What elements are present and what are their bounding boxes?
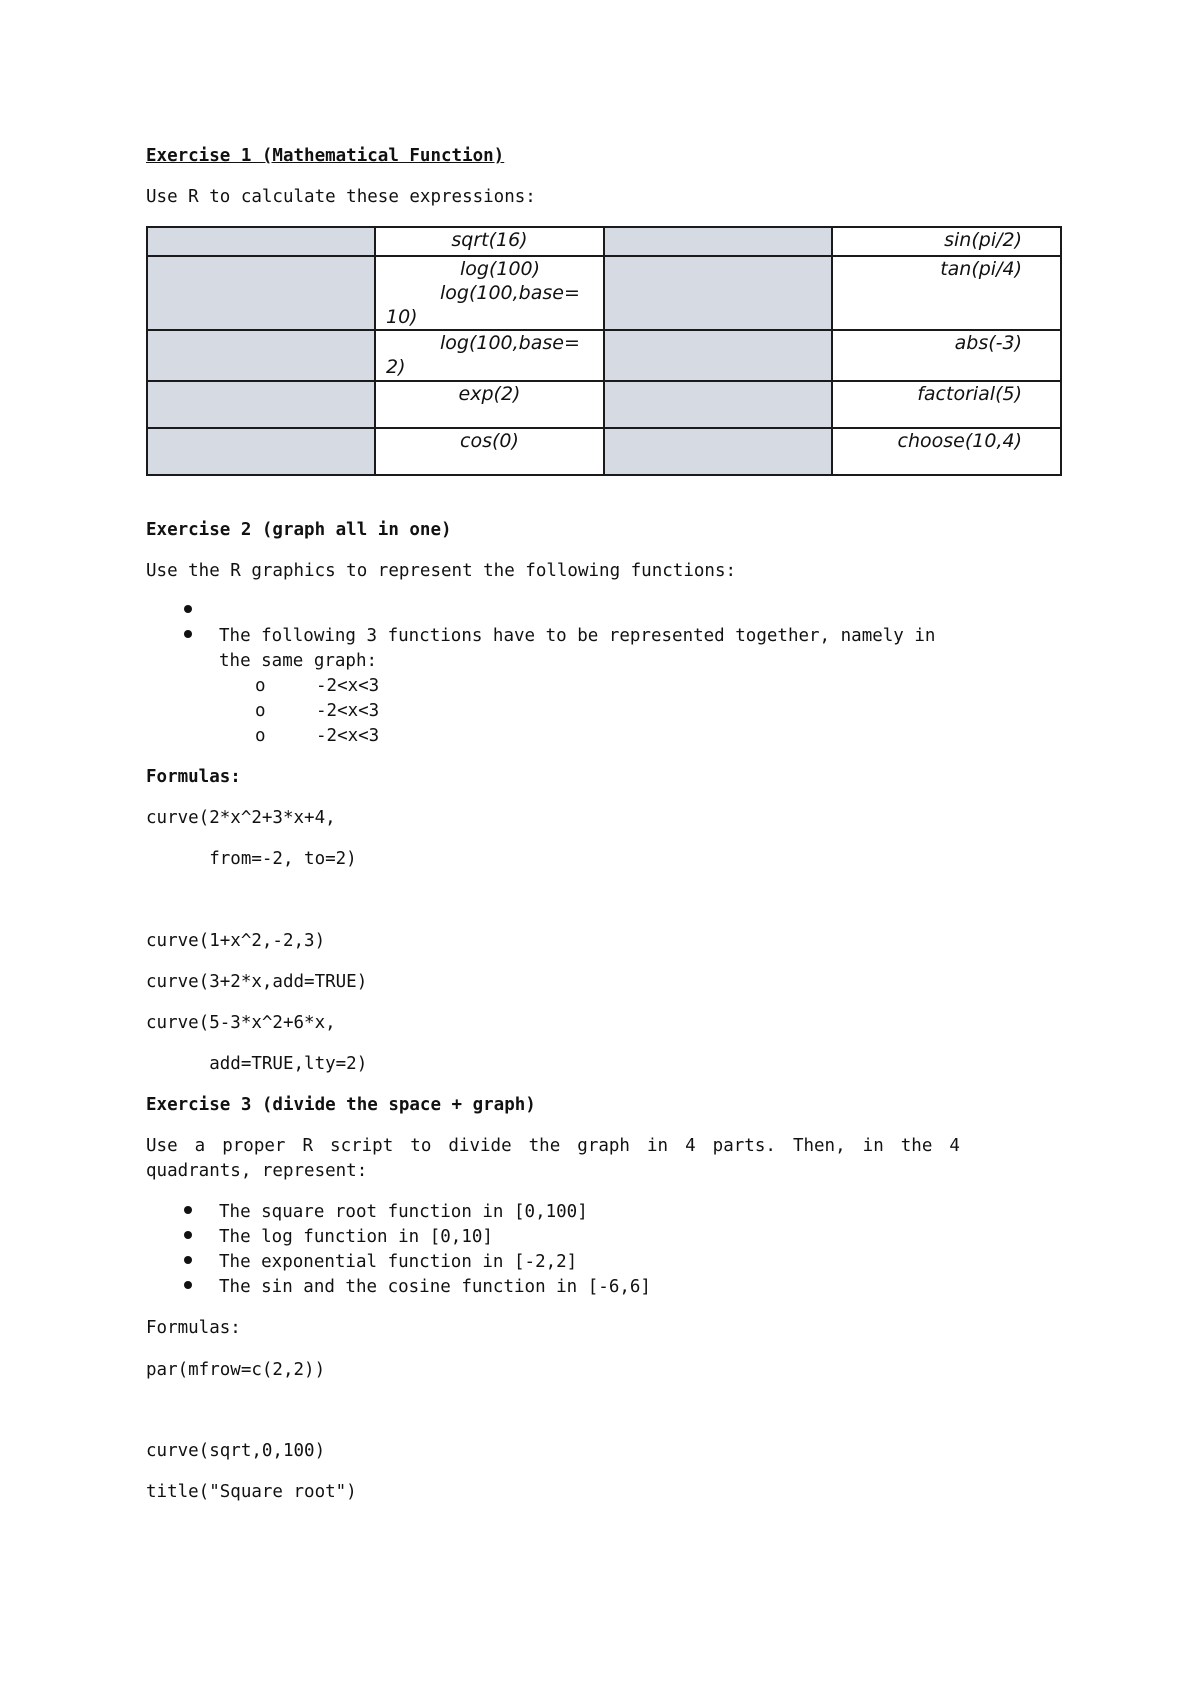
expression-text: choose(10,4) (897, 430, 1022, 452)
sub-bullet-text: -2<x<3 (316, 676, 380, 696)
expression-text: sin(pi/2) (944, 229, 1022, 251)
bullet-marker (184, 1256, 192, 1264)
expression-cell (375, 428, 604, 475)
exercise-1-instruction: Use R to calculate these expressions: (146, 187, 536, 207)
expression-cell (375, 330, 604, 381)
expression-cell (832, 428, 1061, 475)
expression-cell (375, 381, 604, 428)
answer-cell (604, 381, 832, 428)
exercise-1-title: Exercise 1 (Mathematical Function) (146, 146, 505, 166)
answer-cell (147, 330, 375, 381)
expressions-table (146, 226, 1062, 476)
table-row (147, 381, 1061, 428)
bullet-marker (184, 1281, 192, 1289)
expression-text: 2) (386, 356, 406, 378)
bullet-text: The following 3 functions have to be represented together, namely in (219, 626, 936, 646)
answer-cell (604, 227, 832, 256)
answer-cell (147, 428, 375, 475)
expression-cell (375, 227, 604, 256)
bullet-text: The log function in [0,10] (219, 1227, 493, 1247)
formulas-label: Formulas: (146, 767, 241, 787)
expression-cell (832, 330, 1061, 381)
expression-cell (832, 227, 1061, 256)
sub-bullet-text: -2<x<3 (316, 726, 380, 746)
bullet-text: The square root function in [0,100] (219, 1202, 588, 1222)
exercise-2-title: Exercise 2 (graph all in one) (146, 520, 452, 540)
code-line: curve(5-3*x^2+6*x, (146, 1013, 336, 1033)
answer-cell (604, 330, 832, 381)
table-row (147, 227, 1061, 256)
expression-cell (375, 256, 604, 330)
code-line: curve(1+x^2,-2,3) (146, 931, 326, 951)
exercise-3-instruction-continued: quadrants, represent: (146, 1161, 368, 1181)
code-line: curve(3+2*x,add=TRUE) (146, 972, 368, 992)
expression-text: cos(0) (460, 430, 519, 452)
code-line: curve(2*x^2+3*x+4, (146, 808, 336, 828)
sub-bullet-marker: o (255, 676, 266, 696)
code-line: from=-2, to=2) (146, 849, 357, 869)
bullet-marker (184, 630, 192, 638)
answer-cell (147, 256, 375, 330)
expression-text: tan(pi/4) (940, 258, 1022, 280)
bullet-marker (184, 1206, 192, 1214)
expression-text: sqrt(16) (451, 229, 528, 251)
formulas-label: Formulas: (146, 1318, 241, 1338)
table-row (147, 256, 1061, 330)
sub-bullet-text: -2<x<3 (316, 701, 380, 721)
bullet-text: The exponential function in [-2,2] (219, 1252, 578, 1272)
expression-text: factorial(5) (917, 383, 1022, 405)
code-line: curve(sqrt,0,100) (146, 1441, 326, 1461)
answer-cell (604, 256, 832, 330)
exercise-3-title: Exercise 3 (divide the space + graph) (146, 1095, 536, 1115)
answer-cell (604, 428, 832, 475)
expression-cell (832, 381, 1061, 428)
exercise-3-instruction: Use a proper R script to divide the graph in 4 parts. Then, in the 4 (146, 1136, 960, 1156)
expression-text: log(100,base= (440, 282, 580, 304)
expression-text: abs(-3) (954, 332, 1022, 354)
bullet-text-continued: the same graph: (219, 651, 378, 671)
bullet-text: The sin and the cosine function in [-6,6] (219, 1277, 651, 1297)
code-line: add=TRUE,lty=2) (146, 1054, 368, 1074)
expression-text: log(100) (460, 258, 541, 280)
expression-text: log(100,base= (440, 332, 580, 354)
answer-cell (147, 227, 375, 256)
exercise-2-instruction: Use the R graphics to represent the following functions: (146, 561, 737, 581)
expression-text: 10) (386, 306, 418, 328)
expression-cell (832, 256, 1061, 330)
sub-bullet-marker: o (255, 701, 266, 721)
code-line: par(mfrow=c(2,2)) (146, 1360, 326, 1380)
expression-text: exp(2) (458, 383, 521, 405)
bullet-marker (184, 1231, 192, 1239)
sub-bullet-marker: o (255, 726, 266, 746)
bullet-empty (184, 605, 192, 613)
table-row (147, 330, 1061, 381)
code-line: title("Square root") (146, 1482, 357, 1502)
answer-cell (147, 381, 375, 428)
table-row (147, 428, 1061, 475)
